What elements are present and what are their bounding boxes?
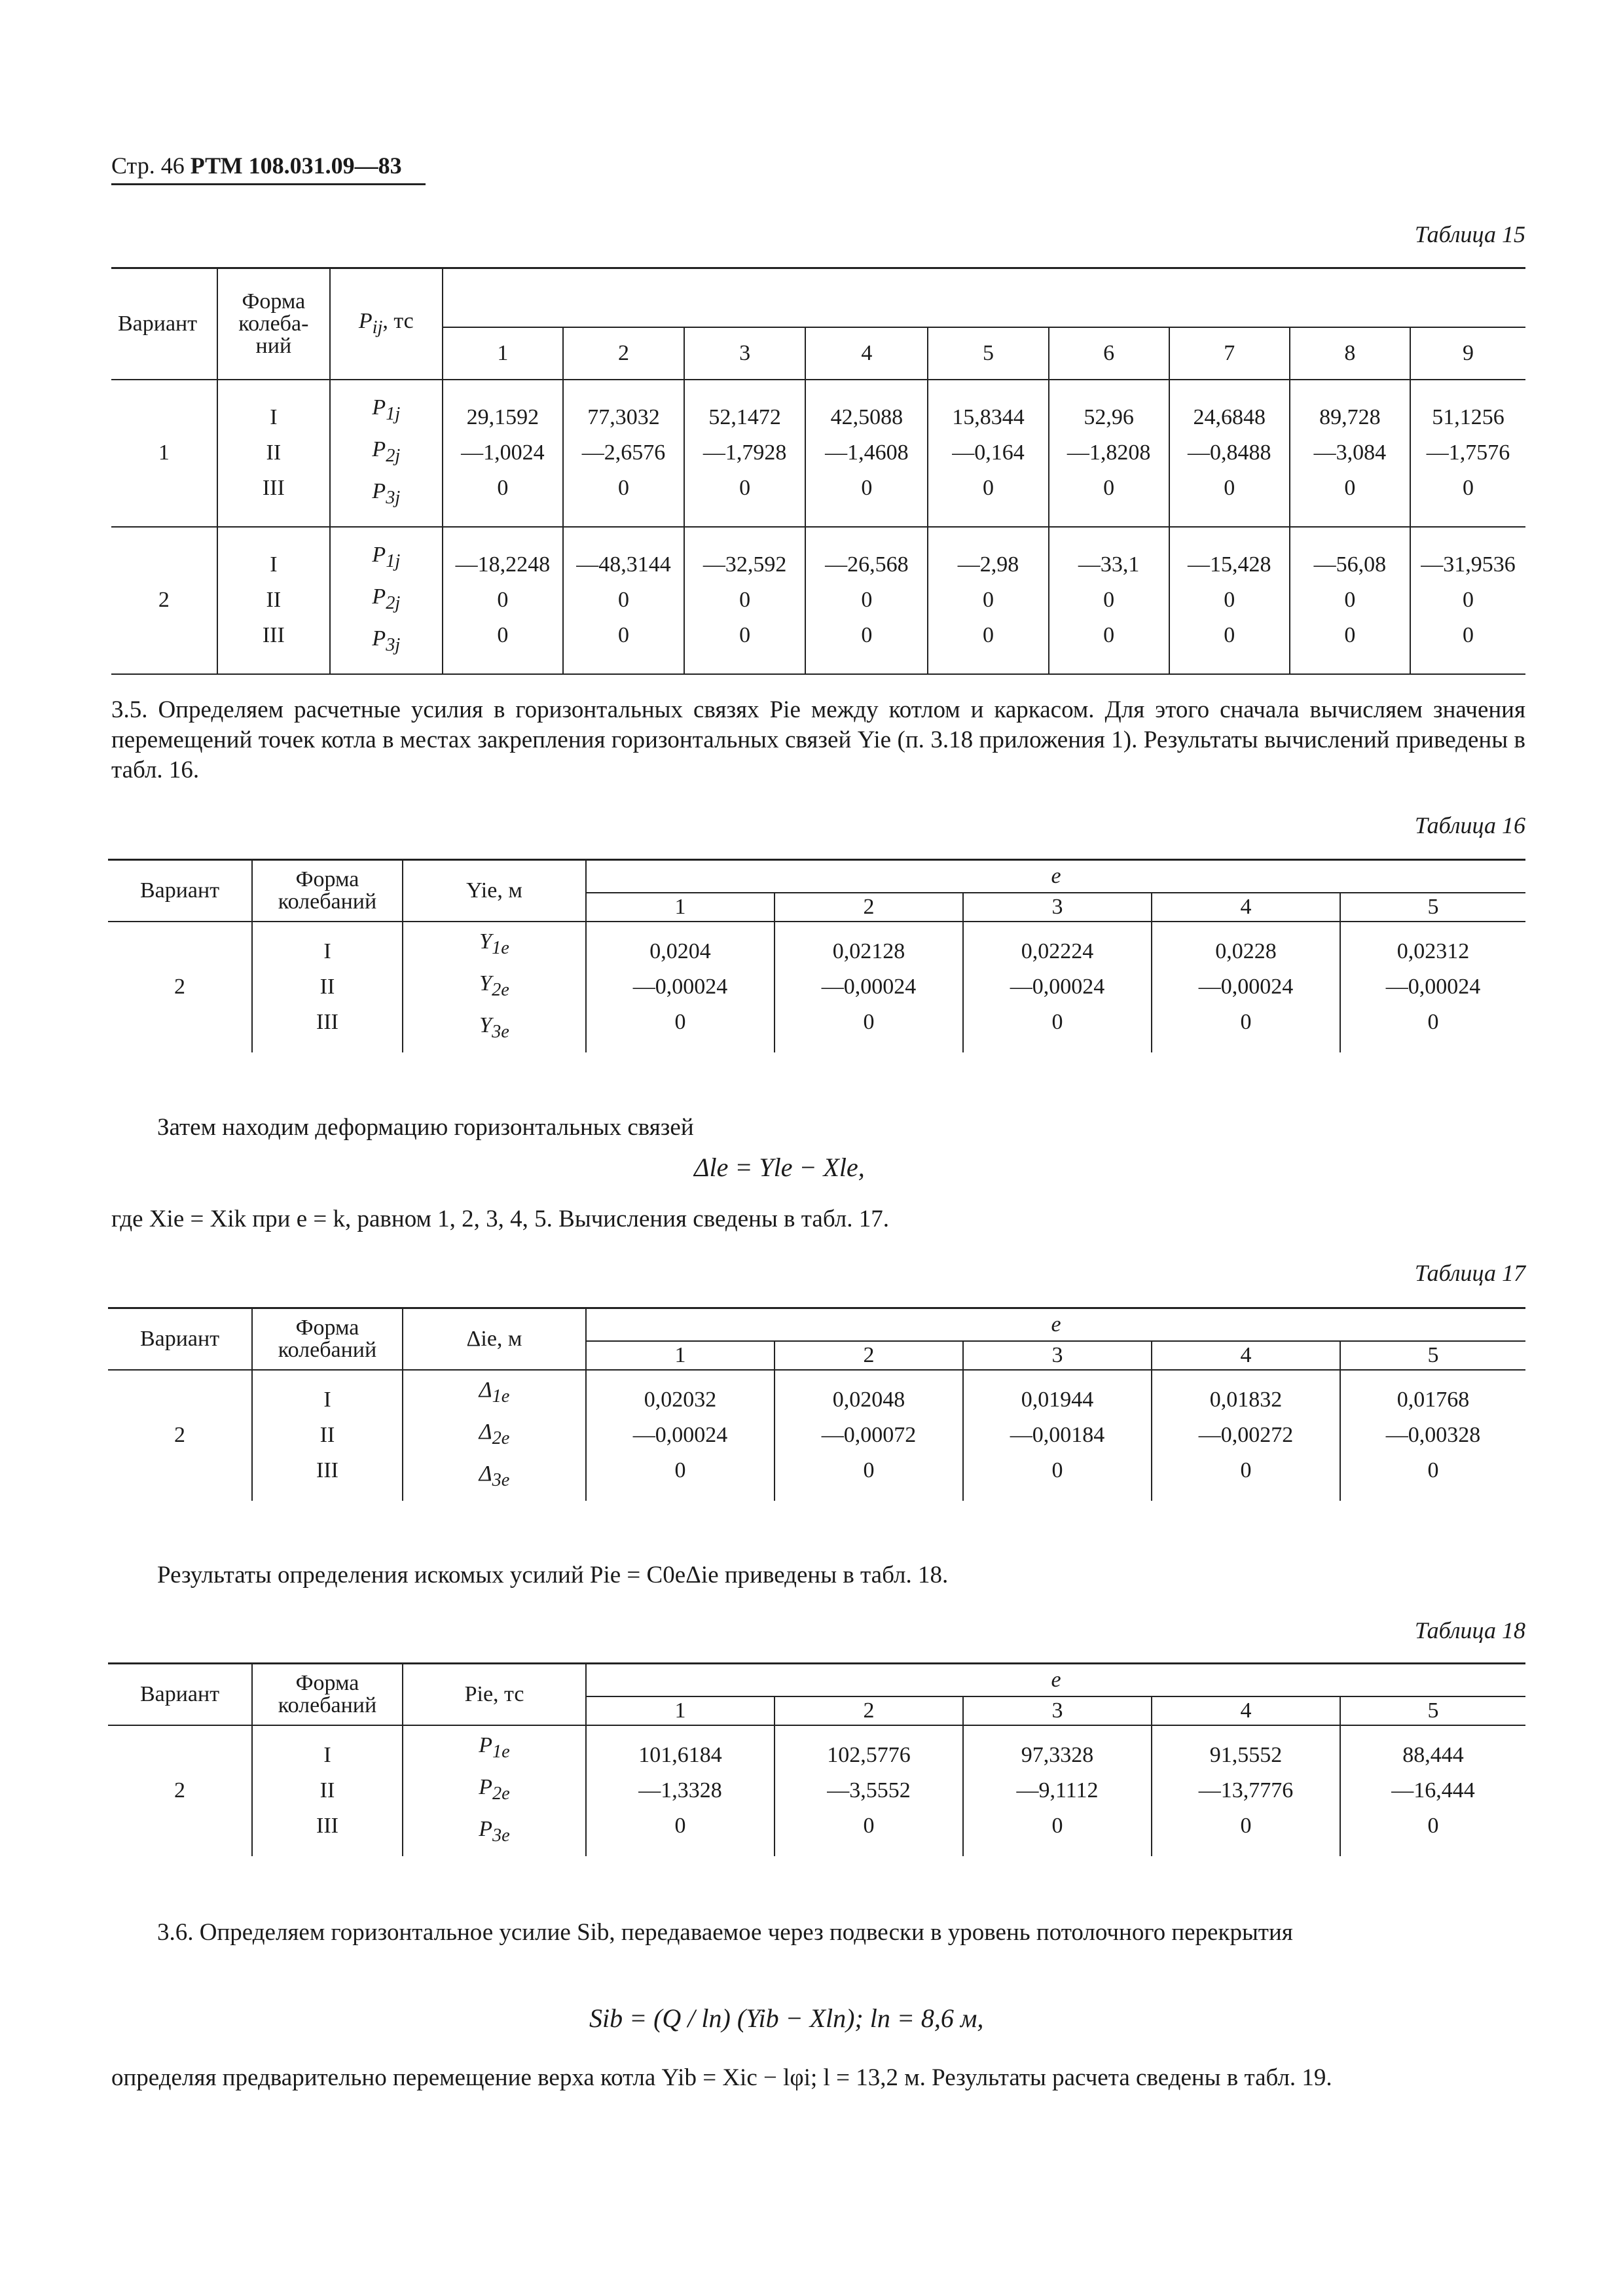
paragraph-final: определяя предварительно перемещение верха котла Yib = Xic − lφi; l = 13,2 м. Результаты расчета сведены в табл. 19. [111,2064,1332,2091]
symbol-label: $Y_{2e}$ [479,971,509,1000]
symbol-cell [330,380,443,527]
value: —0,8488 [1187,440,1271,465]
col-header-symbol: Pie, тс [403,1664,586,1725]
value-cell [563,380,684,527]
value: —18,2248 [455,552,551,577]
value-cell [1049,527,1169,674]
value: —0,00024 [821,975,917,999]
col-number-6: 6 [1049,327,1169,380]
value-cell [928,380,1048,527]
table-18 [108,1662,1525,1856]
value: 0 [982,623,994,647]
table-15 [111,267,1525,675]
col-number-4: 4 [805,327,928,380]
col-group-spacer [443,268,1525,327]
value: 0 [674,1458,686,1482]
value: —31,9536 [1421,552,1516,577]
col-number-8: 8 [1290,327,1410,380]
symbol-label: $\Delta_{2e}$ [479,1420,510,1448]
value-cell [443,527,563,674]
variant-cell: 2 [158,588,170,612]
value: 0 [982,476,994,500]
value-cell [805,380,928,527]
value: 0 [861,623,873,647]
value: —0,164 [952,440,1025,465]
form-label: II [319,975,335,999]
value: —1,0024 [461,440,545,465]
value-cell [1410,380,1525,527]
symbol-label: $P_{1e}$ [479,1733,510,1763]
value: 0 [863,1010,875,1034]
value: —0,00184 [1010,1423,1105,1447]
value: —3,084 [1313,440,1387,465]
value: 0 [1103,623,1115,647]
value: 0 [1344,588,1356,612]
page-number: Стр. 46 [111,152,185,179]
variant-cell: 2 [174,1423,185,1447]
col-number-3: 3 [963,1341,1152,1370]
value: 52,1472 [708,405,781,429]
col-header-variant: Вариант [108,1308,252,1370]
value: 88,444 [1402,1743,1464,1767]
value: 0 [1240,1814,1252,1838]
table-17 [108,1307,1525,1501]
symbol-label: $P_{2e}$ [479,1775,510,1804]
form-label: I [270,405,278,429]
col-number-3: 3 [684,327,805,380]
value: 0 [863,1458,875,1482]
value: —3,5552 [827,1778,911,1803]
col-number-5: 5 [1340,893,1525,922]
value: 0 [674,1010,686,1034]
symbol-label: $\Delta_{3e}$ [479,1461,510,1490]
value-cell [775,1370,963,1501]
value: 0,02312 [1396,939,1470,963]
value: 0 [497,588,509,612]
symbol-label: $Y_{1e}$ [479,929,509,959]
col-header-e: e [586,1664,1525,1696]
value: 0 [618,588,630,612]
form-label: III [262,476,285,500]
value-cell [1152,1370,1340,1501]
value: 0 [861,588,873,612]
table16-caption: Таблица 16 [1414,812,1525,838]
value: 0 [1344,476,1356,500]
symbol-label: $P_{3j}$ [372,478,401,508]
value: —2,98 [957,552,1019,577]
value: 0 [1051,1458,1063,1482]
value: 0,01944 [1021,1388,1094,1412]
col-number-7: 7 [1169,327,1290,380]
value-cell [775,1725,963,1856]
value-cell [1410,527,1525,674]
formula-delta: Δle = Yle − Xle, [694,1153,865,1182]
value: 0 [674,1814,686,1838]
table15-caption: Таблица 15 [1414,221,1525,247]
col-number-2: 2 [775,893,963,922]
col-header-form: Форма колебаний [252,1308,403,1370]
value: 42,5088 [830,405,903,429]
value: —13,7776 [1198,1778,1294,1803]
form-label: II [319,1423,335,1447]
value-cell [1340,922,1525,1052]
form-label: III [316,1010,338,1034]
form-label: I [323,1743,331,1767]
col-header-variant: Вариант [108,860,252,922]
symbol-label: $P_{3e}$ [479,1816,510,1846]
value: 0 [1427,1010,1439,1034]
col-header-symbol: Yie, м [403,860,586,922]
value: 0,01768 [1396,1388,1470,1412]
form-label: I [323,939,331,963]
table-row [108,1370,1525,1501]
header-underline [111,183,426,185]
value: 0 [1224,588,1235,612]
value: 0,02224 [1021,939,1094,963]
col-number-4: 4 [1152,1696,1340,1725]
value: 29,1592 [466,405,539,429]
value-cell [963,1725,1152,1856]
symbol-label: $P_{2j}$ [372,437,401,466]
col-number-3: 3 [963,1696,1152,1725]
value-cell [1152,1725,1340,1856]
table-row [111,527,1525,674]
col-number-4: 4 [1152,1341,1340,1370]
value-cell [563,527,684,674]
value-cell [586,1725,775,1856]
value: —0,00072 [821,1423,917,1447]
value: —2,6576 [581,440,666,465]
value: 0 [1240,1010,1252,1034]
col-header-p [330,268,443,380]
value: 0 [1051,1814,1063,1838]
value: 77,3032 [587,405,660,429]
form-cell [252,922,403,1052]
value: —0,00024 [1198,975,1294,999]
text-where: где Xie = Xik при e = k, равном 1, 2, 3, 4, 5. Вычисления сведены в табл. 17. [111,1206,889,1232]
form-label: II [319,1778,335,1803]
col-header-form: Форма колебаний [252,1664,403,1725]
table18-caption: Таблица 18 [1414,1617,1525,1643]
col-header-variant: Вариант [111,268,217,380]
col-header-variant: Вариант [108,1664,252,1725]
col-number-5: 5 [1340,1341,1525,1370]
col-header-form: Форма колеба- ний [217,268,330,380]
col-number-1: 1 [443,327,563,380]
value: —0,00024 [632,1423,728,1447]
value: —1,7928 [702,440,787,465]
value: 0 [1103,476,1115,500]
symbol-label: $\Delta_{1e}$ [479,1378,510,1407]
col-number-4: 4 [1152,893,1340,922]
table17-caption: Таблица 17 [1414,1260,1525,1286]
form-cell [217,380,330,527]
value: 0,02032 [644,1388,717,1412]
page-header [111,152,402,179]
value: 0 [1240,1458,1252,1482]
symbol-cell [403,1725,586,1856]
form-label: I [323,1388,331,1412]
symbol-label: $P_{2j}$ [372,584,401,613]
value: 89,728 [1319,405,1381,429]
table-row [111,380,1525,527]
col-number-2: 2 [775,1341,963,1370]
value: 0,0228 [1215,939,1277,963]
form-cell [252,1370,403,1501]
form-label: III [262,623,285,647]
value: 0,01832 [1209,1388,1283,1412]
form-label: II [266,588,282,612]
value: 52,96 [1084,405,1134,429]
symbol-cell [403,922,586,1052]
value: —33,1 [1078,552,1140,577]
paragraph-3-6: 3.6. Определяем горизонтальное усилие Sib, передаваемое через подвески в уровень потолочного перекрытия [157,1919,1293,1946]
form-label: III [316,1814,338,1838]
value: 0 [1051,1010,1063,1034]
value-cell [963,1370,1152,1501]
value-cell [1340,1370,1525,1501]
value: —15,428 [1187,552,1271,577]
form-cell [217,527,330,674]
value-cell [586,922,775,1052]
value: 102,5776 [827,1743,911,1767]
value-cell [684,527,805,674]
value: 0 [1427,1458,1439,1482]
value-cell [775,922,963,1052]
value-cell [586,1370,775,1501]
form-label: II [266,440,282,465]
value: 0 [739,588,751,612]
symbol-label: $P_{1j}$ [372,395,401,425]
value: 0 [497,623,509,647]
form-label: I [270,552,278,577]
value: 0 [618,476,630,500]
col-number-2: 2 [775,1696,963,1725]
value-cell [963,922,1152,1052]
table-row [108,922,1525,1052]
value-cell [928,527,1048,674]
value: —1,8208 [1067,440,1151,465]
value: —0,00024 [1010,975,1105,999]
value: 0 [861,476,873,500]
p-unit: , тс [382,309,414,334]
value-cell [1049,380,1169,527]
col-number-5: 5 [1340,1696,1525,1725]
value: 0 [1462,476,1474,500]
value: 15,8344 [952,405,1025,429]
symbol-cell [330,527,443,674]
value: 0 [1103,588,1115,612]
doc-code: РТМ 108.031.09—83 [190,152,402,179]
symbol-cell [403,1370,586,1501]
value: 0 [1344,623,1356,647]
value: —0,00024 [632,975,728,999]
value: 0,02128 [832,939,905,963]
value: —0,00328 [1385,1423,1481,1447]
paragraph-3-5: 3.5. Определяем расчетные усилия в горизонтальных связях Pie между котлом и каркасом. Для этого сначала вычисляем значения перемещений точек котла в местах закрепления горизонтальных связей Yie (п. 3.18 приложения 1). Результаты вычислений приведены в табл. 16. [111,696,1525,783]
value-cell [1152,922,1340,1052]
value: 51,1256 [1432,405,1504,429]
value: —0,00024 [1385,975,1481,999]
text-deformation: Затем находим деформацию горизонтальных связей [157,1114,694,1141]
value-cell [684,380,805,527]
col-header-e: e [586,860,1525,893]
value: 0 [982,588,994,612]
value: 0 [863,1814,875,1838]
value: —26,568 [825,552,909,577]
value: 0 [739,476,751,500]
text-results: Результаты определения искомых усилий Pie = C0eΔie приведены в табл. 18. [157,1562,949,1588]
col-number-1: 1 [586,1696,775,1725]
value: —32,592 [702,552,787,577]
value: 0 [739,623,751,647]
value: —16,444 [1391,1778,1475,1803]
value-cell [1290,380,1410,527]
value-cell [1340,1725,1525,1856]
value: 0 [618,623,630,647]
variant-cell: 2 [174,975,185,999]
value: 0 [1462,588,1474,612]
value: —48,3144 [576,552,671,577]
col-number-3: 3 [963,893,1152,922]
value: 0 [1462,623,1474,647]
value-cell [1169,527,1290,674]
value: 91,5552 [1209,1743,1283,1767]
col-header-e: e [586,1308,1525,1341]
value-cell [443,380,563,527]
value: —9,1112 [1016,1778,1099,1803]
table-16 [108,859,1525,1052]
col-header-form: Форма колебаний [252,860,403,922]
symbol-label: $Y_{3e}$ [479,1013,509,1042]
form-cell [252,1725,403,1856]
value-cell [1169,380,1290,527]
value: 0,0204 [649,939,711,963]
p-subscript: ij [372,317,383,338]
col-number-5: 5 [928,327,1048,380]
value: 0 [1224,623,1235,647]
value-cell [1290,527,1410,674]
col-number-1: 1 [586,893,775,922]
formula-s: Sib = (Q / ln) (Yib − Xln); ln = 8,6 м, [589,2003,984,2033]
value: —1,3328 [638,1778,722,1803]
value: 97,3328 [1021,1743,1094,1767]
value: —1,4608 [825,440,909,465]
form-label: III [316,1458,338,1482]
value-cell [805,527,928,674]
variant-cell: 2 [174,1778,185,1803]
value: —56,08 [1313,552,1387,577]
col-number-9: 9 [1410,327,1525,380]
value: 0,02048 [832,1388,905,1412]
value: 0 [1427,1814,1439,1838]
p-symbol: P [358,309,373,334]
symbol-label: $P_{1j}$ [372,543,401,572]
table-row [108,1725,1525,1856]
value: 101,6184 [638,1743,722,1767]
symbol-label: $P_{3j}$ [372,626,401,655]
value: 0 [1224,476,1235,500]
variant-cell: 1 [158,440,170,465]
value: —1,7576 [1426,440,1510,465]
value: —0,00272 [1198,1423,1294,1447]
col-header-symbol: Δie, м [403,1308,586,1370]
value: 0 [497,476,509,500]
col-number-2: 2 [563,327,684,380]
value: 24,6848 [1193,405,1266,429]
col-number-1: 1 [586,1341,775,1370]
